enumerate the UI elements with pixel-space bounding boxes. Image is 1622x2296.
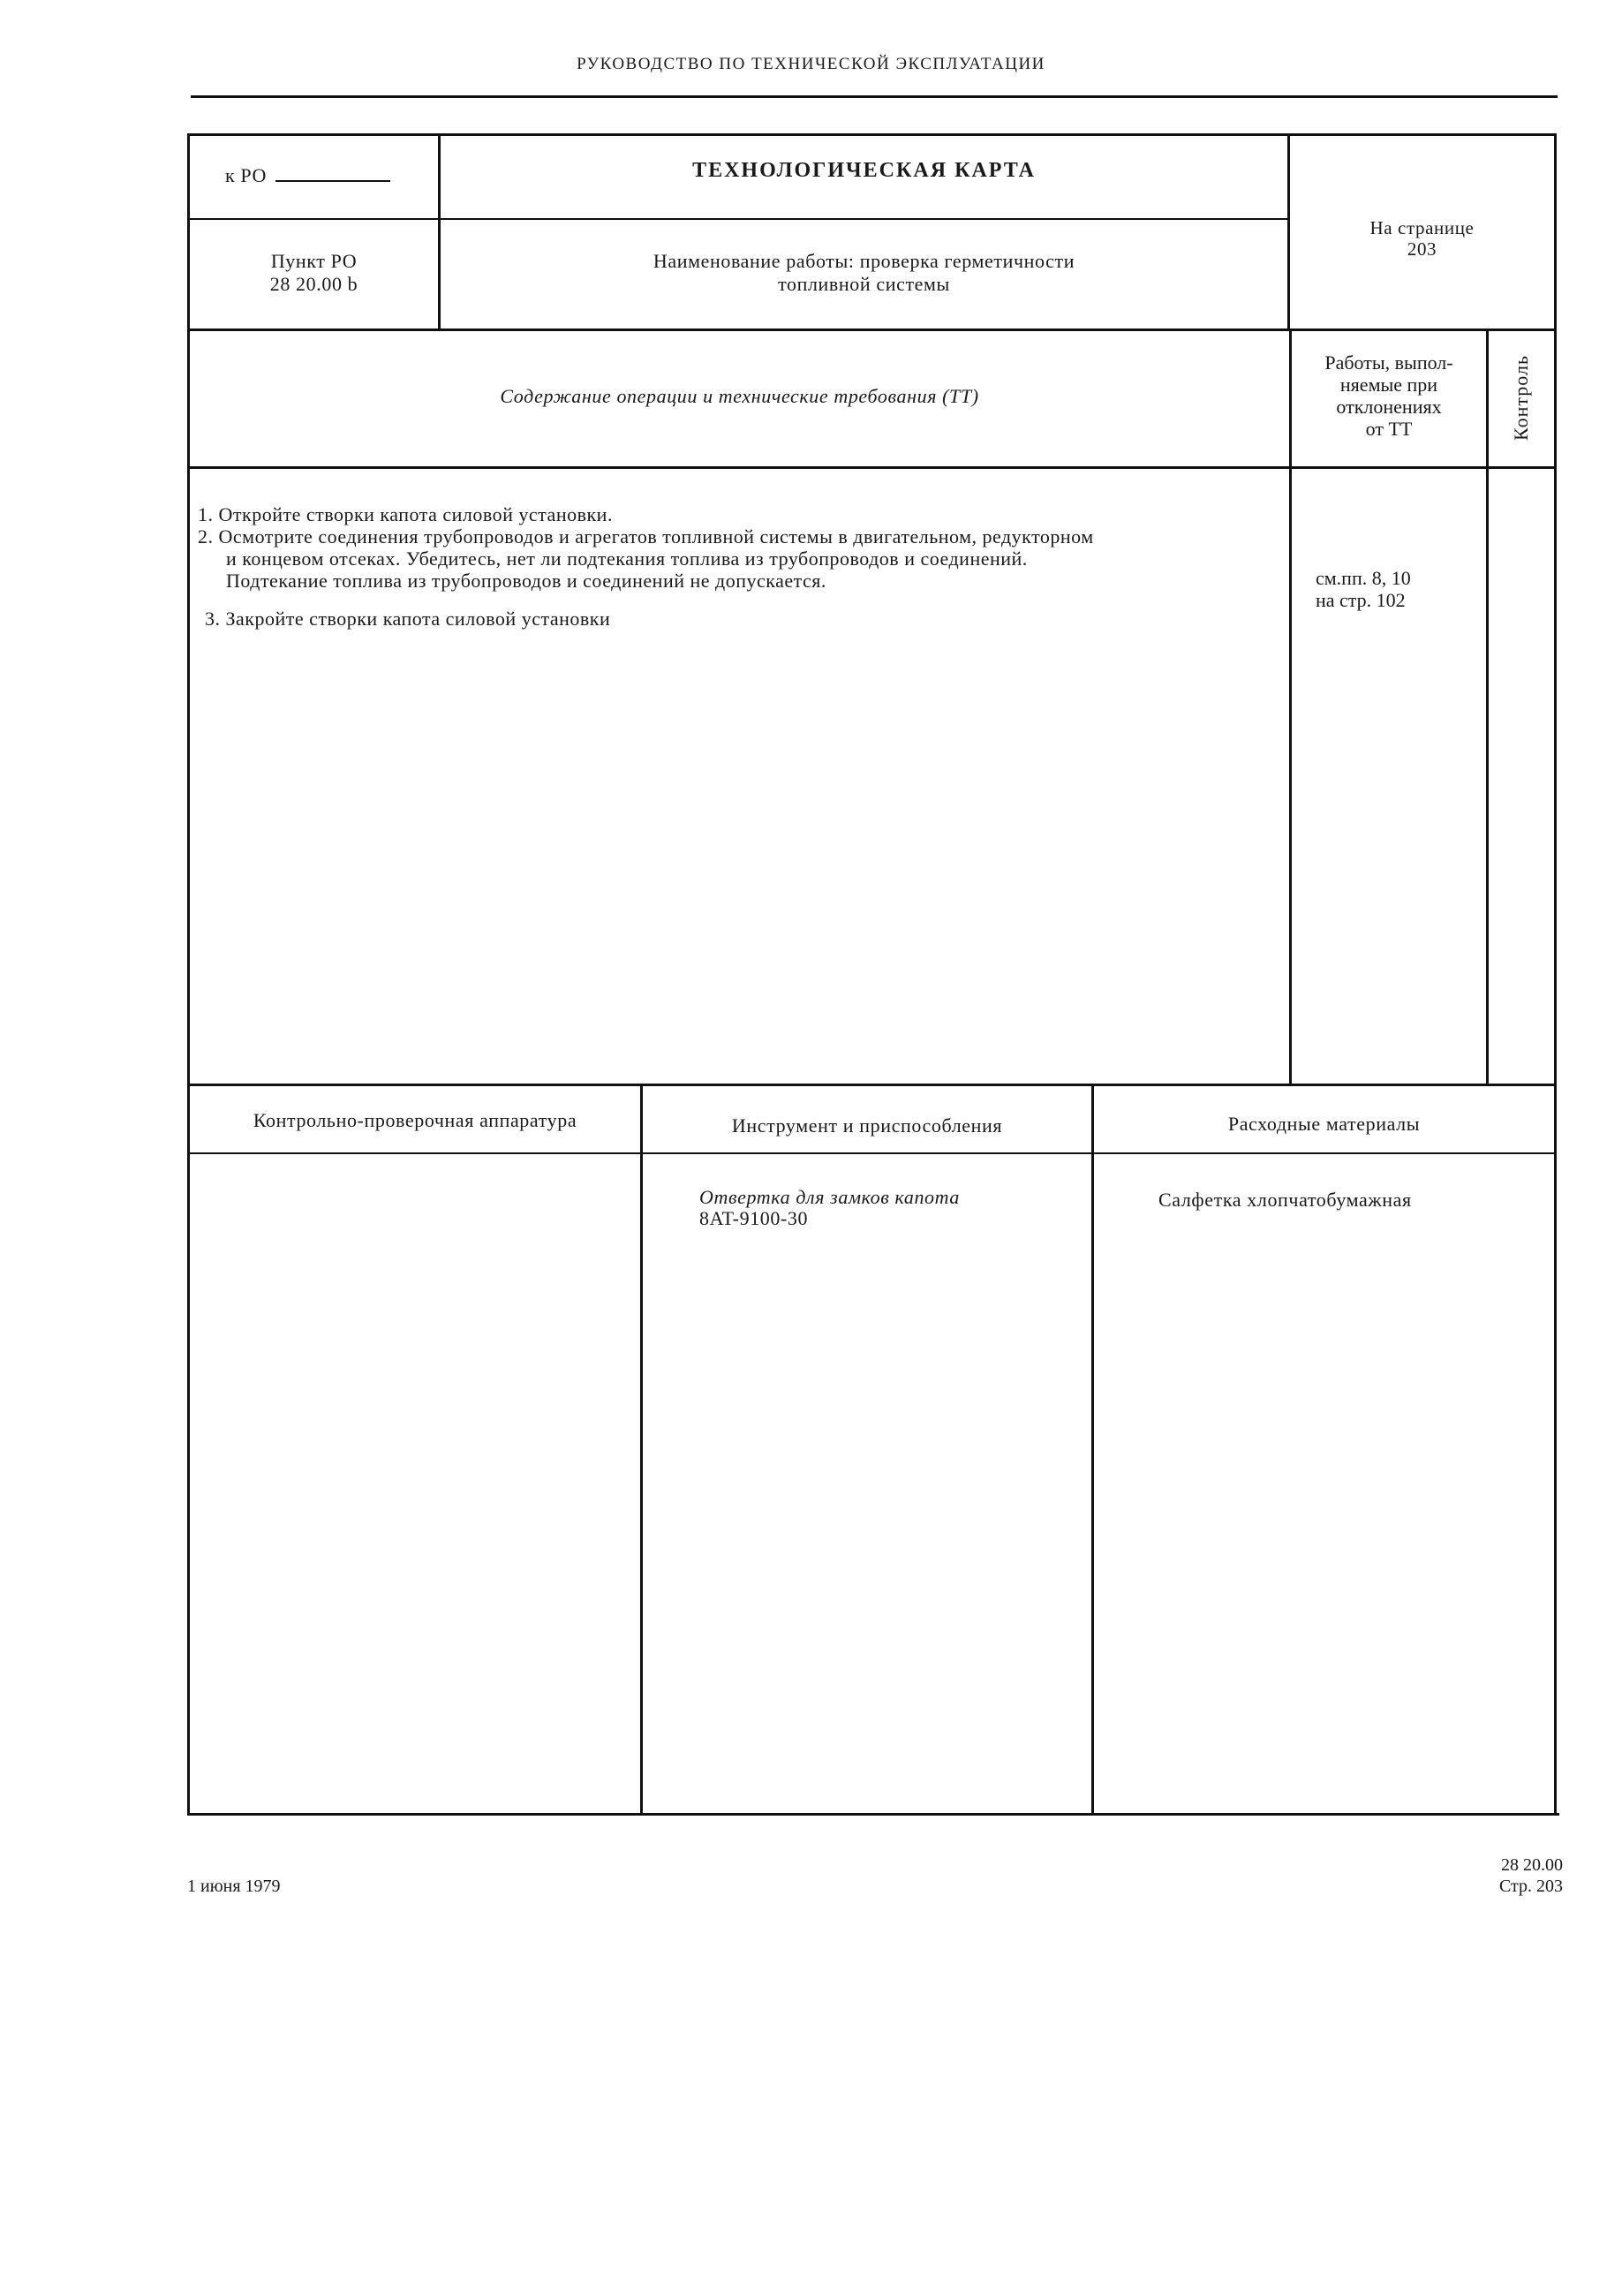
equipment-divider-1 bbox=[640, 1084, 643, 1815]
tools-line-1: Отвертка для замков капота bbox=[699, 1186, 961, 1208]
page-reference-label: На странице bbox=[1369, 217, 1475, 238]
ref-ro-label: к РО bbox=[225, 164, 267, 186]
operation-step: Подтекание топлива из трубопроводов и соединений не допускается. bbox=[226, 570, 826, 592]
deviation-header-line-3: отклонениях bbox=[1336, 396, 1442, 418]
header-bottom-rule bbox=[187, 329, 1557, 331]
control-equipment-header: Контрольно-проверочная аппаратура bbox=[253, 1109, 577, 1131]
table-bottom-border bbox=[187, 1813, 1559, 1816]
deviation-header-line-1: Работы, выпол- bbox=[1324, 351, 1453, 374]
work-name-line-1: Наименование работы: проверка герметичности bbox=[653, 250, 1075, 272]
ref-ro-cell bbox=[225, 164, 428, 187]
ref-ro-blank bbox=[275, 168, 390, 182]
column-header-rule bbox=[187, 466, 1557, 469]
header-rule bbox=[191, 95, 1558, 98]
footer-reference bbox=[1377, 1854, 1563, 1897]
work-name-line-2: топливной системы bbox=[778, 273, 950, 295]
materials-header: Расходные материалы bbox=[1227, 1113, 1421, 1135]
operations-list bbox=[198, 503, 1289, 630]
materials-line-1: Салфетка хлопчатобумажная bbox=[1158, 1189, 1412, 1211]
table-top-border bbox=[187, 133, 1557, 136]
deviation-reference bbox=[1316, 567, 1483, 611]
footer-page: Стр. 203 bbox=[1498, 1877, 1563, 1896]
item-ro-cell bbox=[190, 250, 438, 296]
card-title: ТЕХНОЛОГИЧЕСКАЯ КАРТА bbox=[692, 159, 1036, 182]
deviation-reference-line-2: на стр. 102 bbox=[1316, 589, 1406, 611]
page-reference-cell bbox=[1290, 217, 1554, 260]
work-name-cell bbox=[441, 250, 1287, 296]
equipment-header-rule bbox=[187, 1152, 1557, 1154]
operation-step: 3. Закройте створки капота силовой установки bbox=[205, 608, 611, 630]
table-right-border bbox=[1554, 133, 1557, 1816]
content-column-divider bbox=[1289, 329, 1292, 1086]
tools-content bbox=[699, 1187, 1088, 1229]
deviation-header-line-4: от ТТ bbox=[1365, 418, 1413, 440]
operations-bottom-rule bbox=[187, 1084, 1557, 1086]
document-header: РУКОВОДСТВО ПО ТЕХНИЧЕСКОЙ ЭКСПЛУАТАЦИИ bbox=[577, 55, 1045, 73]
control-column-header: Контроль bbox=[1510, 355, 1532, 441]
operation-step: 2. Осмотрите соединения трубопроводов и агрегатов топливной системы в двигательном, редукторном bbox=[198, 525, 1094, 548]
materials-content bbox=[1158, 1189, 1547, 1212]
footer-code: 28 20.00 bbox=[1501, 1855, 1563, 1875]
item-ro-label: Пункт РО bbox=[270, 250, 358, 272]
tools-header: Инструмент и приспособления bbox=[731, 1114, 1003, 1137]
tools-line-2: 8AT-9100-30 bbox=[699, 1207, 809, 1229]
item-ro-code: 28 20.00 b bbox=[269, 273, 358, 295]
operation-step: и концевом отсеках. Убедитесь, нет ли подтекания топлива из трубопроводов и соединений. bbox=[226, 548, 1028, 570]
equipment-divider-2 bbox=[1091, 1084, 1094, 1815]
deviation-header-line-2: няемые при bbox=[1339, 374, 1438, 396]
deviation-column-header bbox=[1292, 351, 1486, 440]
header-mid-rule bbox=[187, 218, 1289, 220]
operation-step: 1. Откройте створки капота силовой установки. bbox=[198, 503, 613, 525]
footer-date: 1 июня 1979 bbox=[187, 1877, 281, 1896]
page-reference-number: 203 bbox=[1407, 238, 1437, 260]
content-column-header: Содержание операции и технические требования (ТТ) bbox=[500, 385, 979, 407]
control-column-header-cell bbox=[1489, 334, 1554, 462]
deviation-reference-line-1: см.пп. 8, 10 bbox=[1316, 567, 1411, 589]
